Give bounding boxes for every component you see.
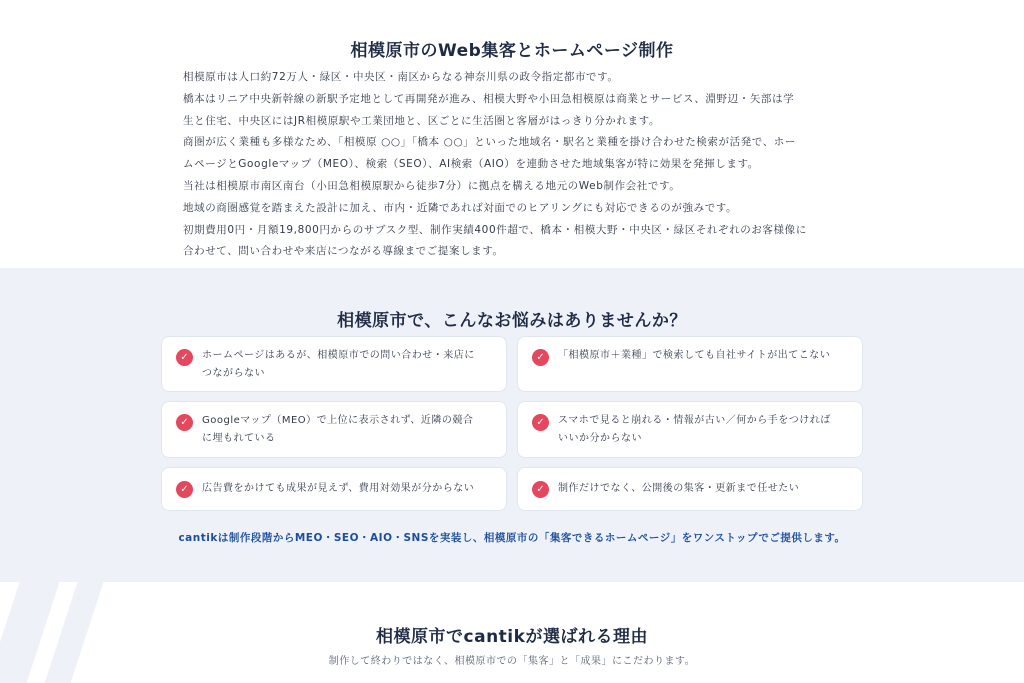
worry-card: [517, 401, 863, 458]
intro-paragraph-line: 商圏が広く業種も多様なため、「相模原 ○○」「橋本 ○○」といった地域名・駅名と業種を掛け合わせた検索が活発で、ホー: [183, 136, 796, 149]
intro-paragraph-line: ムページとGoogleマップ（MEO）、検索（SEO）、AI検索（AIO）を連動させた地域集客が特に効果を発揮します。: [183, 158, 759, 171]
intro-section: [0, 0, 1024, 268]
worry-text-line: つながらない: [202, 368, 265, 379]
check-circle-icon: ✓: [176, 349, 193, 366]
worry-text-line: 「相模原市＋業種」で検索しても自社サイトが出てこない: [558, 350, 831, 361]
worry-text-line: スマホで見ると崩れる・情報が古い／何から手をつければ: [558, 415, 831, 426]
intro-paragraph-line: 生と住宅、中央区にはJR相模原駅や工業団地と、区ごとに生活圏と客層がはっきり分かれます。: [183, 114, 660, 127]
check-circle-icon: ✓: [176, 481, 193, 498]
reasons-subtitle: 制作して終わりではなく、相模原市での「集客」と「成果」にこだわります。: [328, 656, 696, 667]
worry-text: [558, 480, 848, 498]
worry-card: [161, 467, 507, 511]
intro-title: 相模原市のWeb集客とホームページ制作: [350, 41, 674, 61]
worry-text: [202, 480, 492, 498]
check-circle-icon: ✓: [176, 414, 193, 431]
worry-card: [161, 336, 507, 392]
worry-text-line: Googleマップ（MEO）で上位に表示されず、近隣の競合: [202, 415, 474, 426]
check-circle-icon: ✓: [532, 414, 549, 431]
check-circle-icon: ✓: [532, 349, 549, 366]
intro-paragraph-line: 当社は相模原市南区南台（小田急相模原駅から徒歩7分）に拠点を構える地元のWeb制作会社です。: [183, 179, 681, 192]
intro-body: [183, 67, 863, 263]
intro-paragraph-line: 初期費用0円・月額19,800円からのサブスク型、制作実績400件超で、橋本・相模大野・中央区・緑区それぞれのお客様像に: [183, 223, 807, 236]
worry-text-line: 制作だけでなく、公開後の集客・更新まで任せたい: [558, 483, 800, 494]
worry-card: [161, 401, 507, 458]
intro-paragraph-line: 橋本はリニア中央新幹線の新駅予定地として再開発が進み、相模大野や小田急相模原は商業とサービス、淵野辺・矢部は学: [183, 92, 795, 105]
worries-section: [0, 268, 1024, 582]
worries-title: 相模原市で、こんなお悩みはありませんか？: [337, 311, 687, 331]
worry-text: [202, 347, 492, 383]
reasons-title: 相模原市でcantikが選ばれる理由: [376, 627, 648, 647]
worry-text-line: 広告費をかけても成果が見えず、費用対効果が分からない: [202, 483, 475, 494]
intro-paragraph-line: 合わせて、問い合わせや来店につながる導線までご提案します。: [183, 245, 504, 258]
worries-note: cantikは制作段階からMEO・SEO・AIO・SNSを実装し、相模原市の「集客できるホームページ」をワンストップでご提供します。: [178, 532, 846, 544]
worry-text: [558, 412, 848, 448]
check-circle-icon: ✓: [532, 481, 549, 498]
reasons-section: [0, 582, 1024, 683]
worry-text: [202, 412, 492, 448]
worry-text-line: ホームページはあるが、相模原市での問い合わせ・来店に: [202, 350, 475, 361]
worry-text-line: いいか分からない: [558, 433, 642, 444]
worry-card: [517, 467, 863, 511]
worry-text-line: に埋もれている: [202, 433, 276, 444]
worry-text: [558, 347, 848, 365]
worry-card: [517, 336, 863, 392]
intro-paragraph-line: 地域の商圏感覚を踏まえた設計に加え、市内・近隣であれば対面でのヒアリングにも対応できるのが強みです。: [183, 201, 738, 214]
intro-paragraph-line: 相模原市は人口約72万人・緑区・中央区・南区からなる神奈川県の政令指定都市です。: [183, 71, 619, 83]
